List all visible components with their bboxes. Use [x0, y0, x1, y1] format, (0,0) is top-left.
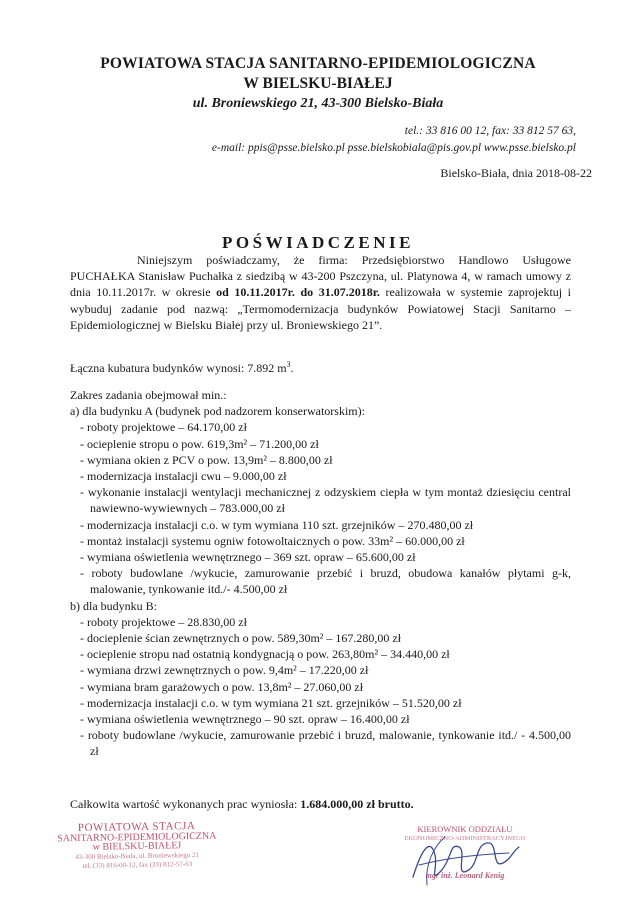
- volume-line: [70, 357, 571, 376]
- institution-city: W BIELSKU-BIAŁEJ: [243, 75, 393, 92]
- handwritten-signature: [405, 825, 525, 895]
- contact-phone-fax: tel.: 33 816 00 12, fax: 33 812 57 63,: [404, 125, 576, 137]
- list-item: - roboty projektowe – 64.170,00 zł: [80, 420, 247, 435]
- volume-sup: 3: [286, 360, 291, 369]
- stamp-line: tel. (33) 816-00-12, fax (33) 812-57-63: [82, 860, 193, 870]
- building-a-list: [70, 419, 571, 597]
- building-a-label: a) dla budynku A (budynek pod nadzorem konserwatorskim):: [70, 404, 365, 419]
- stamp-line: EKONOMICZNO-ADMINISTRACYJNEGO: [404, 835, 526, 842]
- total-value-line: [70, 796, 571, 812]
- contact-email-web: e-mail: ppis@psse.bielsko.pl psse.bielskobiala@pis.gov.pl www.psse.bielsko.pl: [211, 142, 576, 154]
- list-item: - roboty budowlane /wykucie, zamurowanie przebić i bruzd, malowanie, tynkowanie itd./ - 4.500,00 zł: [80, 728, 571, 759]
- volume-text: Łączna kubatura budynków wynosi: 7.892 m: [70, 361, 287, 375]
- list-item: - modernizacja instalacji c.o. w tym wymiana 21 szt. grzejników – 51.520,00 zł: [80, 695, 462, 710]
- list-item: - wymiana oświetlenia wewnętrznego – 369 szt. opraw – 65.600,00 zł: [80, 550, 416, 565]
- intro-text-1: Niniejszym poświadczamy, że firma: Przedsiębiorstwo Handlowo Usługowe PUCHAŁKA Stanisław Puchałka z siedzibą w 43-200 Pszczyna, ul. Platynowa 4, w ramach umowy z dnia 10.11.2017r. w okresie: [70, 253, 571, 300]
- list-item: - ocieplenie stropu o pow. 619,3m² – 71.200,00 zł: [80, 436, 319, 451]
- list-item: - wymiana drzwi zewnętrznych o pow. 9,4m² – 17.220,00 zł: [80, 663, 369, 678]
- list-item: - wymiana oświetlenia wewnętrznego – 90 szt. opraw – 16.400,00 zł: [80, 712, 410, 727]
- stamp-line: SANITARNO-EPIDEMIOLOGICZNA: [57, 830, 217, 844]
- list-item: - roboty projektowe – 28.830,00 zł: [80, 614, 247, 629]
- list-item: - wymiana okien z PCV o pow. 13,9m² – 8.800,00 zł: [80, 452, 333, 467]
- list-item: - wymiana bram garażowych o pow. 13,8m² – 27.060,00 zł: [80, 679, 364, 694]
- list-item: - ocieplenie stropu nad ostatnią kondygnacją o pow. 263,80m² – 34.440,00 zł: [80, 647, 450, 662]
- institution-stamp: [52, 819, 223, 872]
- stamp-line: mgr inż. Leonard Kenig: [425, 871, 505, 880]
- scope-heading: Zakres zadania obejmował min.:: [70, 388, 227, 402]
- scope-section: [70, 387, 571, 760]
- list-item: - wykonanie instalacji wentylacji mechanicznej z odzyskiem ciepła w tym montaż dziesięciu central nawiewno-wywiewnych – 783.000,00 zł: [80, 485, 571, 516]
- list-item: - montaż instalacji systemu ogniw fotowoltaicznych o pow. 33m² – 60.000,00 zł: [80, 533, 465, 548]
- list-item: - modernizacja instalacji cwu – 9.000,00 zł: [80, 469, 287, 484]
- volume-end: .: [290, 361, 294, 375]
- stamp-line: POWIATOWA STACJA: [77, 819, 196, 835]
- document-date: Bielsko-Biała, dnia 2018-08-22: [440, 166, 592, 180]
- stamp-line: w BIELSKU-BIAŁEJ: [92, 840, 182, 853]
- document-title: POŚWIADCZENIE: [222, 233, 414, 252]
- list-item: - roboty budowlane /wykucie, zamurowanie przebić i bruzd, obudowa kanałów płytami g-k, malowanie, tynkowanie itd./- 4.500,00 zł: [80, 566, 571, 597]
- institution-address: ul. Broniewskiego 21, 43-300 Bielsko-Biała: [192, 96, 444, 111]
- stamp-line: KIEROWNIK ODDZIAŁU: [417, 824, 513, 834]
- institution-name: POWIATOWA STACJA SANITARNO-EPIDEMIOLOGICZNA: [100, 55, 536, 72]
- list-item: - modernizacja instalacji c.o. w tym wymiana 110 szt. grzejników – 270.480,00 zł: [80, 517, 474, 532]
- total-amount: 1.684.000,00 zł brutto.: [300, 797, 414, 811]
- building-b-list: [70, 614, 571, 760]
- stamp-line: 43-300 Bielsko-Biała, ul. Broniewskiego 21: [75, 850, 200, 861]
- building-b-label: b) dla budynku B:: [70, 598, 157, 613]
- intro-paragraph: [70, 252, 571, 333]
- intro-period: od 10.11.2017r. do 31.07.2018r.: [216, 285, 380, 300]
- total-text: Całkowita wartość wykonanych prac wyniosła:: [70, 797, 301, 811]
- list-item: - docieplenie ścian zewnętrznych o pow. 589,30m² – 167.280,00 zł: [80, 631, 402, 646]
- intro-text-2: realizowała w systemie zaprojektuj i wybuduj zadanie pod nazwą: „Termomodernizacja budynków Powiatowej Stacji Sanitarno – Epidemiologicznej w Bielsku Białej przy ul. Broniewskiego 21”.: [70, 285, 572, 332]
